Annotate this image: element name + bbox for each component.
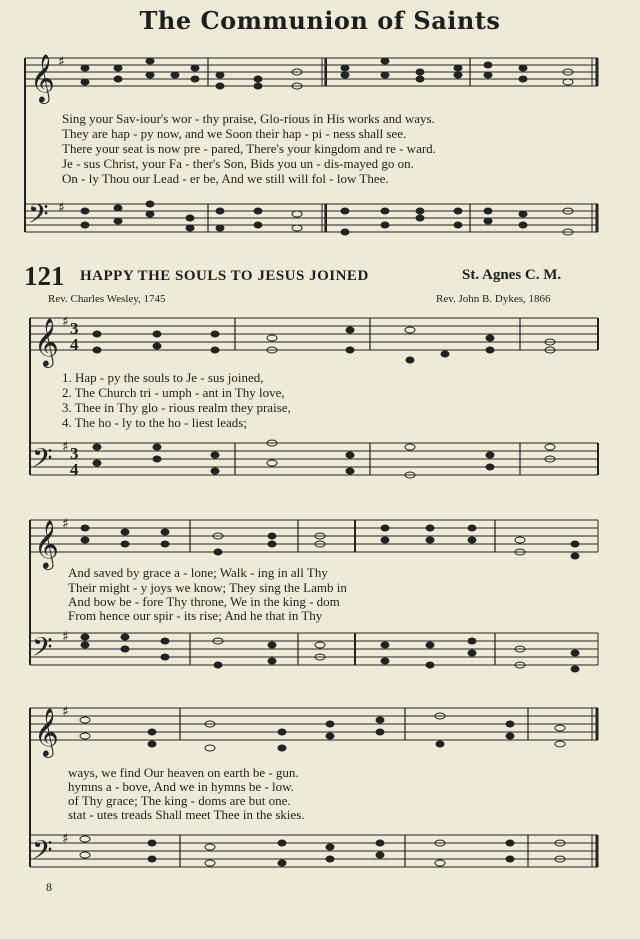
lyric-s2-verse-3: And bow be - fore Thy throne, We in the king - dom (68, 594, 340, 609)
words-credit: Rev. Charles Wesley, 1745 (48, 293, 166, 305)
lyric-line-top-4: Je - sus Christ, your Fa - ther's Son, Bids you un - dis-mayed go on. (62, 156, 414, 171)
bass-staff-s1 (30, 443, 598, 475)
svg-text:3: 3 (70, 319, 79, 338)
treble-clef-icon: 𝄞 (30, 53, 55, 102)
treble-staff-top (25, 58, 598, 86)
lyric-line-top-5: On - ly Thou our Lead - er be, And we still will fol - low Thee. (62, 171, 389, 186)
treble-clef-icon: 𝄞 (34, 317, 59, 366)
bass-staff-top (25, 204, 598, 232)
treble-staff-s1 (30, 318, 598, 350)
lyric-s1-verse-2: 2. The Church tri - umph - ant in Thy love, (62, 385, 285, 400)
svg-text:♯: ♯ (62, 629, 69, 645)
hymn-title: HAPPY THE SOULS TO JESUS JOINED (80, 268, 369, 284)
music-credit: Rev. John B. Dykes, 1866 (436, 293, 551, 305)
svg-text:♯: ♯ (62, 704, 69, 720)
lyric-line-top-3: There your seat is now pre - pared, There's your kingdom and re - ward. (62, 141, 436, 156)
lyric-s3-verse-4: stat - utes treads Shall meet Thee in the skies. (68, 807, 305, 822)
hymn-number: 121 (24, 261, 65, 291)
bass-clef-icon: 𝄢 (32, 442, 53, 480)
lyric-s1-verse-3: 3. Thee in Thy glo - rious realm they praise, (62, 400, 291, 415)
lyric-s1-verse-1: 1. Hap - py the souls to Je - sus joined, (62, 370, 264, 385)
lyric-s3-verse-1: ways, we find Our heaven on earth be - gun. (68, 765, 299, 780)
bass-staff-s2 (30, 633, 598, 665)
svg-text:4: 4 (70, 335, 79, 354)
svg-text:♯: ♯ (62, 439, 69, 455)
svg-text:3: 3 (70, 444, 79, 463)
lyric-s3-verse-2: hymns a - bove, And we in hymns be - low. (68, 779, 294, 794)
tune-name: St. Agnes C. M. (462, 267, 562, 283)
svg-text:♯: ♯ (62, 314, 69, 330)
bass-staff-s3 (30, 835, 598, 867)
lyric-s2-verse-4: From hence our spir - its rise; And he that in Thy (68, 608, 323, 623)
treble-clef-icon: 𝄞 (34, 519, 59, 568)
lyric-s3-verse-3: of Thy grace; The king - doms are but one. (68, 793, 291, 808)
bass-clef-icon: 𝄢 (32, 631, 53, 669)
lyric-line-top-1: Sing your Sav-iour's wor - thy praise, Glo-rious in His works and ways. (62, 111, 435, 126)
lyric-s2-verse-2: Their might - y joys we know; They sing the Lamb in (68, 580, 347, 595)
bass-clef-icon: 𝄢 (32, 834, 53, 872)
page-title: The Communion of Saints (139, 6, 501, 35)
bass-clef-icon: 𝄢 (28, 198, 49, 236)
svg-text:♯: ♯ (62, 516, 69, 532)
lyric-s1-verse-4: 4. The ho - ly to the ho - liest leads; (62, 415, 247, 430)
svg-text:♯: ♯ (58, 54, 65, 70)
page-number: 8 (46, 880, 52, 894)
treble-clef-icon: 𝄞 (34, 707, 59, 756)
svg-text:♯: ♯ (58, 200, 65, 216)
treble-staff-s2 (30, 520, 598, 552)
svg-text:4: 4 (70, 460, 79, 479)
svg-text:♯: ♯ (62, 831, 69, 847)
lyric-line-top-2: They are hap - py now, and we Soon their hap - pi - ness shall see. (62, 126, 407, 141)
lyric-s2-verse-1: And saved by grace a - lone; Walk - ing in all Thy (68, 565, 328, 580)
